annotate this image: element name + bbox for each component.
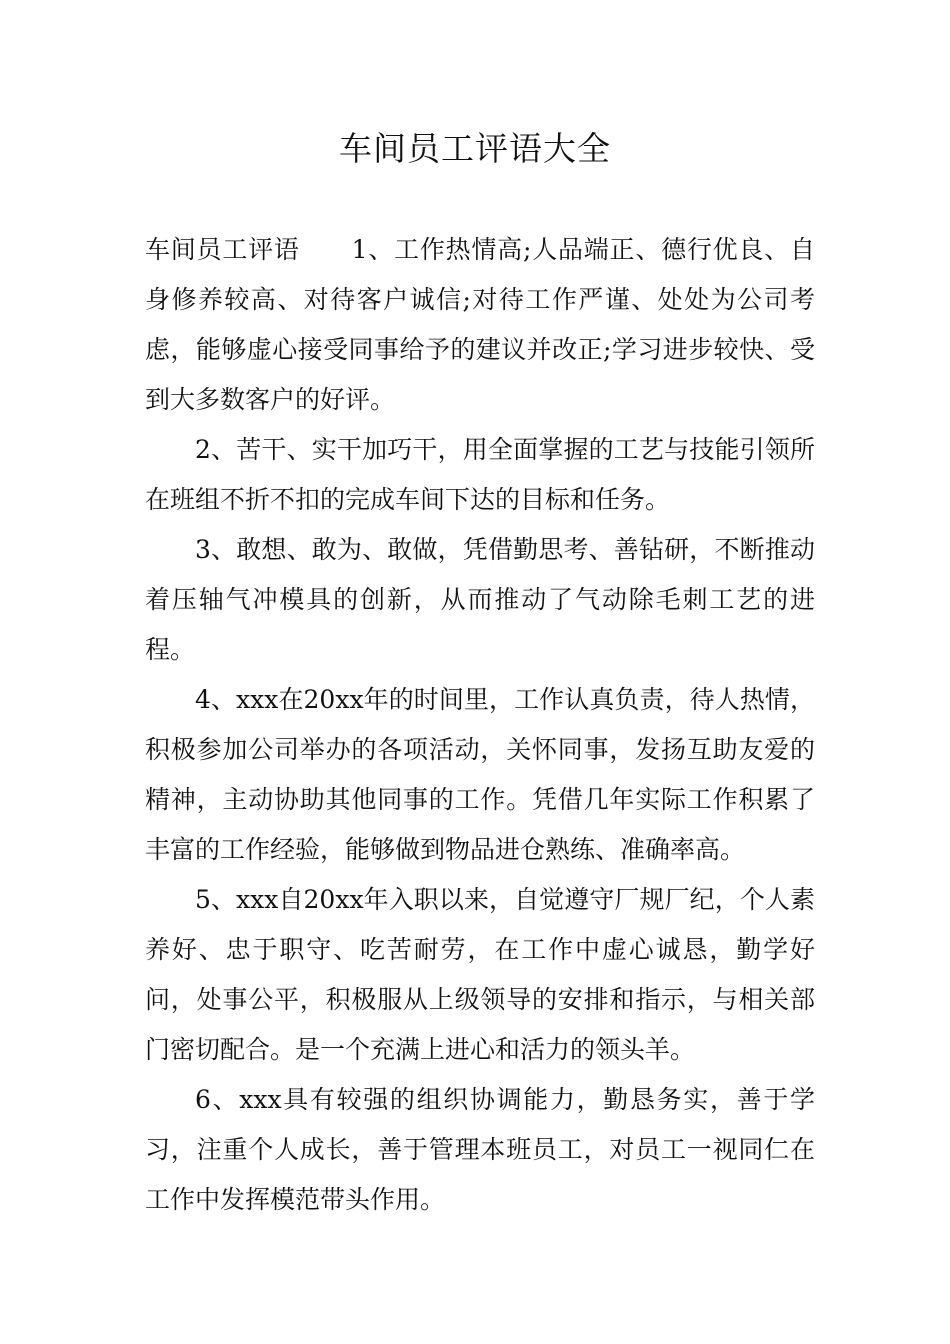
document-body <box>145 225 815 1225</box>
paragraph-3: 3、敢想、敢为、敢做，凭借勤思考、善钻研，不断推动着压轴气冲模具的创新，从而推动了气动除毛刺工艺的进程。 <box>145 535 815 664</box>
paragraph-1 <box>145 225 815 425</box>
paragraph-6: 6、xxx具有较强的组织协调能力，勤恳务实，善于学习，注重个人成长，善于管理本班员工，对员工一视同仁在工作中发挥模范带头作用。 <box>145 1085 815 1214</box>
paragraph-1-text: 1、工作热情高;人品端正、德行优良、自身修养较高、对待客户诚信;对待工作严谨、处处为公司考虑，能够虚心接受同事给予的建议并改正;学习进步较快、受到大多数客户的好评。 <box>145 235 815 414</box>
document-title: 车间员工评语大全 <box>339 129 611 168</box>
paragraph-2: 2、苦干、实干加巧干，用全面掌握的工艺与技能引领所在班组不折不扣的完成车间下达的目标和任务。 <box>145 435 815 514</box>
paragraph-5: 5、xxx自20xx年入职以来，自觉遵守厂规厂纪，个人素养好、忠于职守、吃苦耐劳，在工作中虚心诚恳，勤学好问，处事公平，积极服从上级领导的安排和指示，与相关部门密切配合。是一个充满上进心和活力的领头羊。 <box>145 885 815 1064</box>
paragraph-4: 4、xxx在20xx年的时间里，工作认真负责，待人热情，积极参加公司举办的各项活动，关怀同事，发扬互助友爱的精神，主动协助其他同事的工作。凭借几年实际工作积累了丰富的工作经验，能够做到物品进仓熟练、准确率高。 <box>145 685 815 864</box>
lead-label: 车间员工评语 <box>145 235 300 264</box>
